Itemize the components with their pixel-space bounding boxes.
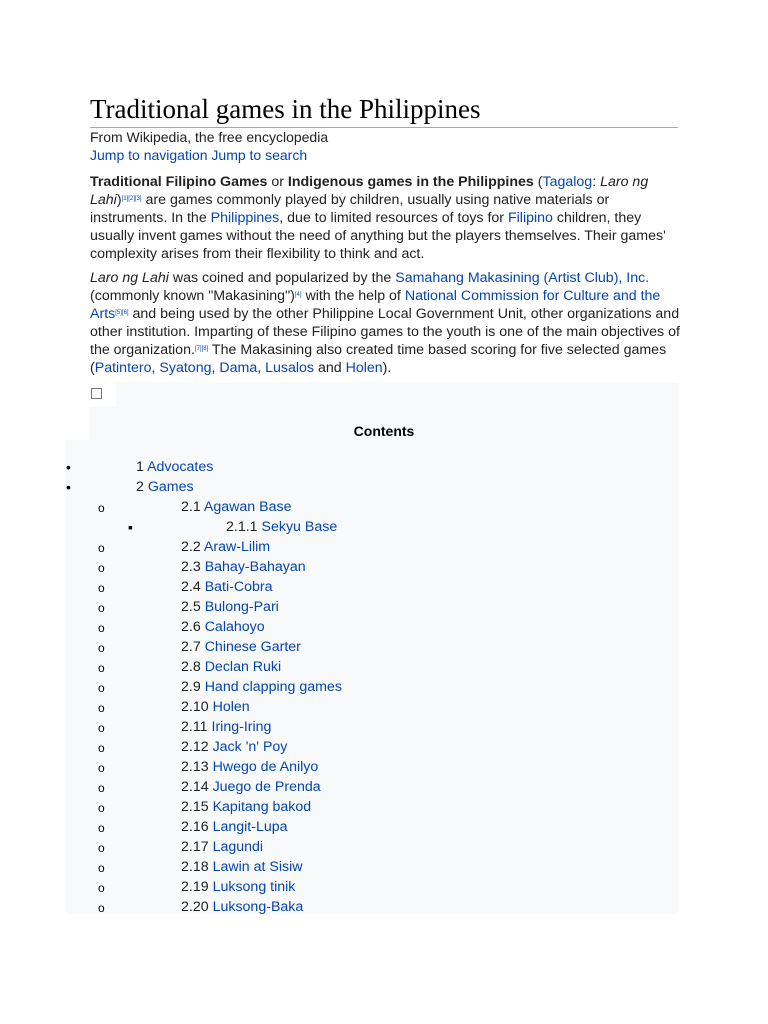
toc-link[interactable]: Hwego de Anilyo: [212, 759, 319, 775]
toc-number: 2.16: [181, 819, 209, 835]
toc-title: Contents: [353, 423, 415, 439]
samahang-makasining-link[interactable]: Samahang Makasining (Artist Club), Inc.: [395, 270, 650, 286]
toc-bullet: o: [98, 841, 105, 855]
toc-bullet: •: [66, 479, 71, 495]
toc-link[interactable]: Jack 'n' Poy: [212, 739, 288, 755]
toc-bullet: o: [98, 881, 105, 895]
toc-item[interactable]: [181, 699, 250, 716]
toc-number: 2: [136, 479, 144, 495]
toc-link[interactable]: Lawin at Sisiw: [212, 859, 303, 875]
toc-link[interactable]: Bulong-Pari: [204, 599, 279, 615]
filipino-link[interactable]: Filipino: [507, 210, 553, 226]
reference-4[interactable]: [4]: [294, 292, 302, 298]
toc-bullet: o: [98, 701, 105, 715]
reference-5-6[interactable]: [5][6]: [115, 310, 129, 316]
toc-item[interactable]: [181, 859, 302, 876]
toc-number: 2.17: [181, 839, 209, 855]
toc-link[interactable]: Iring-Iring: [211, 719, 272, 735]
toc-link[interactable]: Sekyu Base: [261, 519, 338, 535]
toc-number: 2.1.1: [226, 519, 258, 535]
toc-item[interactable]: [181, 719, 271, 736]
toc-bullet: o: [98, 581, 105, 595]
toc-link[interactable]: Luksong-Baka: [212, 899, 304, 915]
toc-background-extension: [66, 440, 90, 914]
toc-number: 2.3: [181, 559, 201, 575]
toc-bullet: o: [98, 561, 105, 575]
second-paragraph: Laro ng Lahi was coined and popularized by the Samahang Makasining (Artist Club), Inc. (commonly known "Makasining")[4] with the help of National Commission for Culture and the Arts[5][6] and being used by the other Philippine Local Government Unit, other organizations and other institution. Imparting of these Filipino games to the youth is one of the main objectives of the organization.[7][8] The Makasining also created time based scoring for five selected games (Patintero, Syatong, Dama, Lusalos and Holen).: [90, 270, 680, 376]
toc-item[interactable]: [181, 759, 318, 776]
toc-number: 2.9: [181, 679, 201, 695]
intro-paragraph: Traditional Filipino Games or Indigenous games in the Philippines (Tagalog: Laro ng Lahi)[1][2][3] are games commonly played by children, usually using native materials or instruments. In the Philippines, due to limited resources of toys for Filipino children, they usually invent games without the need of anything but the players themselves. Their games' complexity arises from their flexibility to think and act.: [90, 174, 666, 262]
toc-item[interactable]: [181, 499, 291, 516]
toc-link[interactable]: Hand clapping games: [204, 679, 342, 695]
lusalos-link[interactable]: Lusalos: [265, 360, 315, 376]
toc-bullet: o: [98, 601, 105, 615]
toc-item[interactable]: [181, 619, 265, 636]
toc-bullet: o: [98, 801, 105, 815]
toc-toggle-checkbox[interactable]: [91, 388, 102, 399]
toc-link[interactable]: Langit-Lupa: [212, 819, 288, 835]
toc-bullet: o: [98, 641, 105, 655]
toc-number: 2.8: [181, 659, 201, 675]
toc-bullet: o: [98, 741, 105, 755]
toc-number: 2.1: [181, 499, 201, 515]
toc-link[interactable]: Juego de Prenda: [212, 779, 321, 795]
toc-link[interactable]: Bati-Cobra: [204, 579, 273, 595]
toc-link[interactable]: Luksong tinik: [212, 879, 296, 895]
toc-bullet: o: [98, 541, 105, 555]
page-title: Traditional games in the Philippines: [90, 92, 678, 128]
toc-item[interactable]: [181, 739, 287, 756]
toc-number: 2.14: [181, 779, 209, 795]
toc-item[interactable]: [181, 539, 270, 556]
toc-item[interactable]: [181, 799, 311, 816]
toc-link[interactable]: Declan Ruki: [204, 659, 282, 675]
reference-1-3[interactable]: [1][2][3]: [121, 196, 142, 202]
toc-number: 1: [136, 459, 144, 475]
toc-bullet: o: [98, 781, 105, 795]
toc-link[interactable]: Calahoyo: [204, 619, 265, 635]
philippines-link[interactable]: Philippines: [210, 210, 280, 226]
toc-bullet: o: [98, 661, 105, 675]
laro-ng-lahi-italic: Laro ng Lahi: [90, 174, 649, 208]
toc-link[interactable]: Bahay-Bahayan: [204, 559, 306, 575]
toc-item[interactable]: [181, 879, 295, 896]
bold-term-2: Indigenous games in the Philippines: [287, 174, 534, 190]
ncca-link[interactable]: National Commission for Culture and the Arts: [90, 288, 661, 322]
site-tagline: From Wikipedia, the free encyclopedia: [90, 129, 329, 145]
toc-number: 2.6: [181, 619, 201, 635]
toc-bullet: o: [98, 721, 105, 735]
toc-number: 2.12: [181, 739, 209, 755]
toc-bullet: o: [98, 821, 105, 835]
toc-item[interactable]: [136, 479, 194, 496]
toc-number: 2.10: [181, 699, 209, 715]
toc-number: 2.2: [181, 539, 201, 555]
toc-link[interactable]: Kapitang bakod: [212, 799, 312, 815]
toc-number: 2.4: [181, 579, 201, 595]
toc-item[interactable]: [181, 679, 342, 696]
toc-bullet: o: [98, 901, 105, 915]
toc-link[interactable]: Chinese Garter: [204, 639, 301, 655]
syatong-link[interactable]: Syatong: [159, 360, 212, 376]
toc-bullet: •: [66, 459, 71, 475]
toc-number: 2.5: [181, 599, 201, 615]
toc-item[interactable]: [181, 559, 306, 576]
laro-ng-lahi-italic-2: Laro ng Lahi: [90, 270, 169, 286]
toc-number: 2.13: [181, 759, 209, 775]
toc-item[interactable]: [181, 599, 279, 616]
toc-item[interactable]: [226, 519, 337, 536]
toc-bullet: o: [98, 861, 105, 875]
toc-bullet: ▪: [128, 519, 133, 535]
toc-bullet: o: [98, 501, 105, 515]
bold-term-1: Traditional Filipino Games: [90, 174, 268, 190]
toc-number: 2.7: [181, 639, 201, 655]
toc-item[interactable]: [136, 459, 213, 476]
toc-bullet: o: [98, 621, 105, 635]
jump-to-navigation-link[interactable]: Jump to navigation: [90, 147, 208, 163]
toc-item[interactable]: [181, 839, 263, 856]
toc-number: 2.11: [181, 719, 208, 735]
toc-number: 2.20: [181, 899, 209, 915]
toc-link[interactable]: Agawan Base: [203, 499, 292, 515]
patintero-link[interactable]: Patintero: [94, 360, 152, 376]
tagalog-link[interactable]: Tagalog: [542, 174, 593, 190]
jump-to-search-link[interactable]: Jump to search: [211, 147, 308, 163]
reference-7-8[interactable]: [7][8]: [194, 346, 209, 352]
toc-link[interactable]: Lagundi: [212, 839, 264, 855]
toc-link[interactable]: Holen: [212, 699, 250, 715]
toc-link[interactable]: Advocates: [147, 459, 214, 475]
toc-item[interactable]: [181, 639, 301, 656]
jump-links: [90, 147, 307, 164]
toc-number: 2.19: [181, 879, 209, 895]
toc-item[interactable]: [181, 579, 273, 596]
dama-link[interactable]: Dama: [219, 360, 258, 376]
holen-link[interactable]: Holen: [345, 360, 383, 376]
toc-number: 2.18: [181, 859, 209, 875]
toc-item[interactable]: [181, 819, 288, 836]
toc-number: 2.15: [181, 799, 209, 815]
toc-link[interactable]: Games: [147, 479, 194, 495]
toc-item[interactable]: [181, 899, 303, 916]
toc-bullet: o: [98, 681, 105, 695]
toc-bullet: o: [98, 761, 105, 775]
toc-link[interactable]: Araw-Lilim: [203, 539, 271, 555]
toc-item[interactable]: [181, 779, 321, 796]
toc-item[interactable]: [181, 659, 281, 676]
